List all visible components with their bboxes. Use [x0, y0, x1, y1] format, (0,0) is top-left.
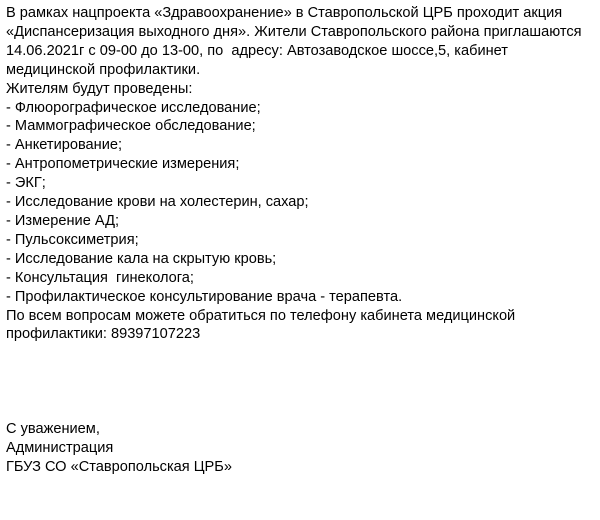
service-item: - Консультация гинеколога; — [6, 269, 194, 286]
service-item: - Антропометрические измерения; — [6, 156, 240, 173]
service-item: - Маммографическое обследование; — [6, 118, 256, 135]
service-item: - ЭКГ; — [6, 175, 46, 192]
announcement-document — [6, 4, 594, 477]
service-item: - Измерение АД; — [6, 212, 120, 229]
service-item: - Флюорографическое исследование; — [6, 99, 261, 116]
services-list — [6, 99, 594, 307]
service-item: - Исследование крови на холестерин, сахар; — [6, 194, 309, 211]
intro-line: медицинской профилактики. — [6, 61, 201, 78]
services-heading: Жителям будут проведены: — [6, 80, 193, 97]
contact-line: профилактики: 89397107223 — [6, 326, 201, 343]
signature-greeting: С уважением, — [6, 420, 100, 437]
signature-organization: ГБУЗ СО «Ставропольская ЦРБ» — [6, 458, 232, 475]
signature-role: Администрация — [6, 439, 114, 456]
contact-line: По всем вопросам можете обратиться по телефону кабинета медицинской — [6, 307, 516, 324]
service-item: - Профилактическое консультирование врача - терапевта. — [6, 288, 403, 305]
service-item: - Пульсоксиметрия; — [6, 231, 139, 248]
intro-paragraph — [6, 4, 594, 80]
service-item: - Анкетирование; — [6, 137, 123, 154]
contact-paragraph — [6, 307, 594, 345]
intro-line: «Диспансеризация выходного дня». Жители Ставропольского района приглашаются — [6, 23, 582, 40]
intro-line: 14.06.2021г с 09-00 до 13-00, по адресу: Автозаводское шоссе,5, кабинет — [6, 42, 508, 59]
blank-space — [6, 344, 594, 420]
service-item: - Исследование кала на скрытую кровь; — [6, 250, 277, 267]
signature-block — [6, 420, 594, 477]
intro-line: В рамках нацпроекта «Здравоохранение» в Ставропольской ЦРБ проходит акция — [6, 5, 563, 21]
